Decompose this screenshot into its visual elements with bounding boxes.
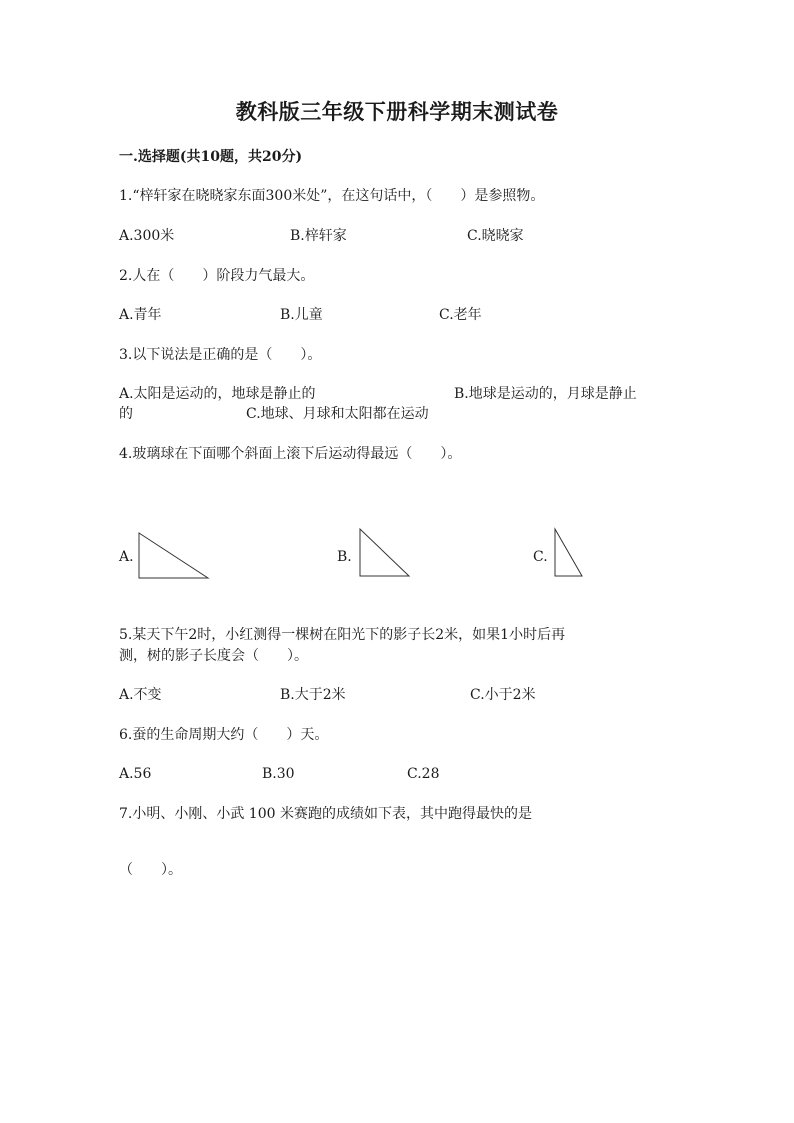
- q6-option-b[interactable]: B.30: [262, 766, 295, 782]
- question-6: 6.蚕的生命周期大约（ ）天。: [119, 727, 329, 743]
- q1-option-b[interactable]: B.梓轩家: [290, 228, 347, 244]
- q4-option-b[interactable]: B.: [337, 549, 352, 565]
- question-2: 2.人在（ ）阶段力气最大。: [119, 268, 315, 284]
- q2-option-a[interactable]: A.青年: [119, 307, 162, 323]
- q2-option-c[interactable]: C.老年: [439, 307, 482, 323]
- question-3: 3.以下说法是正确的是（ ）。: [119, 347, 322, 363]
- incline-b-icon: [358, 527, 412, 579]
- page-title: 教科版三年级下册科学期末测试卷: [235, 99, 559, 124]
- q3-option-b[interactable]: B.地球是运动的，月球是静止: [454, 386, 637, 402]
- q3-option-a[interactable]: A.太阳是运动的，地球是静止的: [119, 386, 316, 402]
- q6-option-a[interactable]: A.56: [119, 766, 152, 782]
- question-7-cont: （ ）。: [119, 862, 182, 878]
- q4-option-a[interactable]: A.: [119, 549, 134, 565]
- q5-option-c[interactable]: C.小于2米: [470, 687, 536, 703]
- question-1: 1.“梓轩家在晓晓家东面300米处”，在这句话中，（ ）是参照物。: [119, 188, 545, 204]
- section-heading: 一.选择题(共10题，共20分): [119, 149, 303, 165]
- q6-option-c[interactable]: C.28: [407, 766, 440, 782]
- question-5-line-2: 测，树的影子长度会（ ）。: [119, 648, 308, 664]
- q3-option-b-cont: 的: [119, 406, 133, 422]
- incline-c-icon: [553, 527, 585, 579]
- q3-option-c[interactable]: C.地球、月球和太阳都在运动: [246, 406, 429, 422]
- question-7: 7.小明、小刚、小武 100 米赛跑的成绩如下表，其中跑得最快的是: [119, 806, 532, 822]
- incline-a-icon: [138, 532, 210, 580]
- question-5-line-1: 5.某天下午2时，小红测得一棵树在阳光下的影子长2米，如果1小时后再: [119, 627, 566, 643]
- q4-option-c[interactable]: C.: [533, 549, 548, 565]
- q5-option-b[interactable]: B.大于2米: [280, 687, 346, 703]
- q2-option-b[interactable]: B.儿童: [280, 307, 323, 323]
- question-4: 4.玻璃球在下面哪个斜面上滚下后运动得最远（ ）。: [119, 446, 462, 462]
- q1-option-c[interactable]: C.晓晓家: [467, 228, 524, 244]
- q5-option-a[interactable]: A.不变: [119, 687, 162, 703]
- q1-option-a[interactable]: A.300米: [119, 228, 175, 244]
